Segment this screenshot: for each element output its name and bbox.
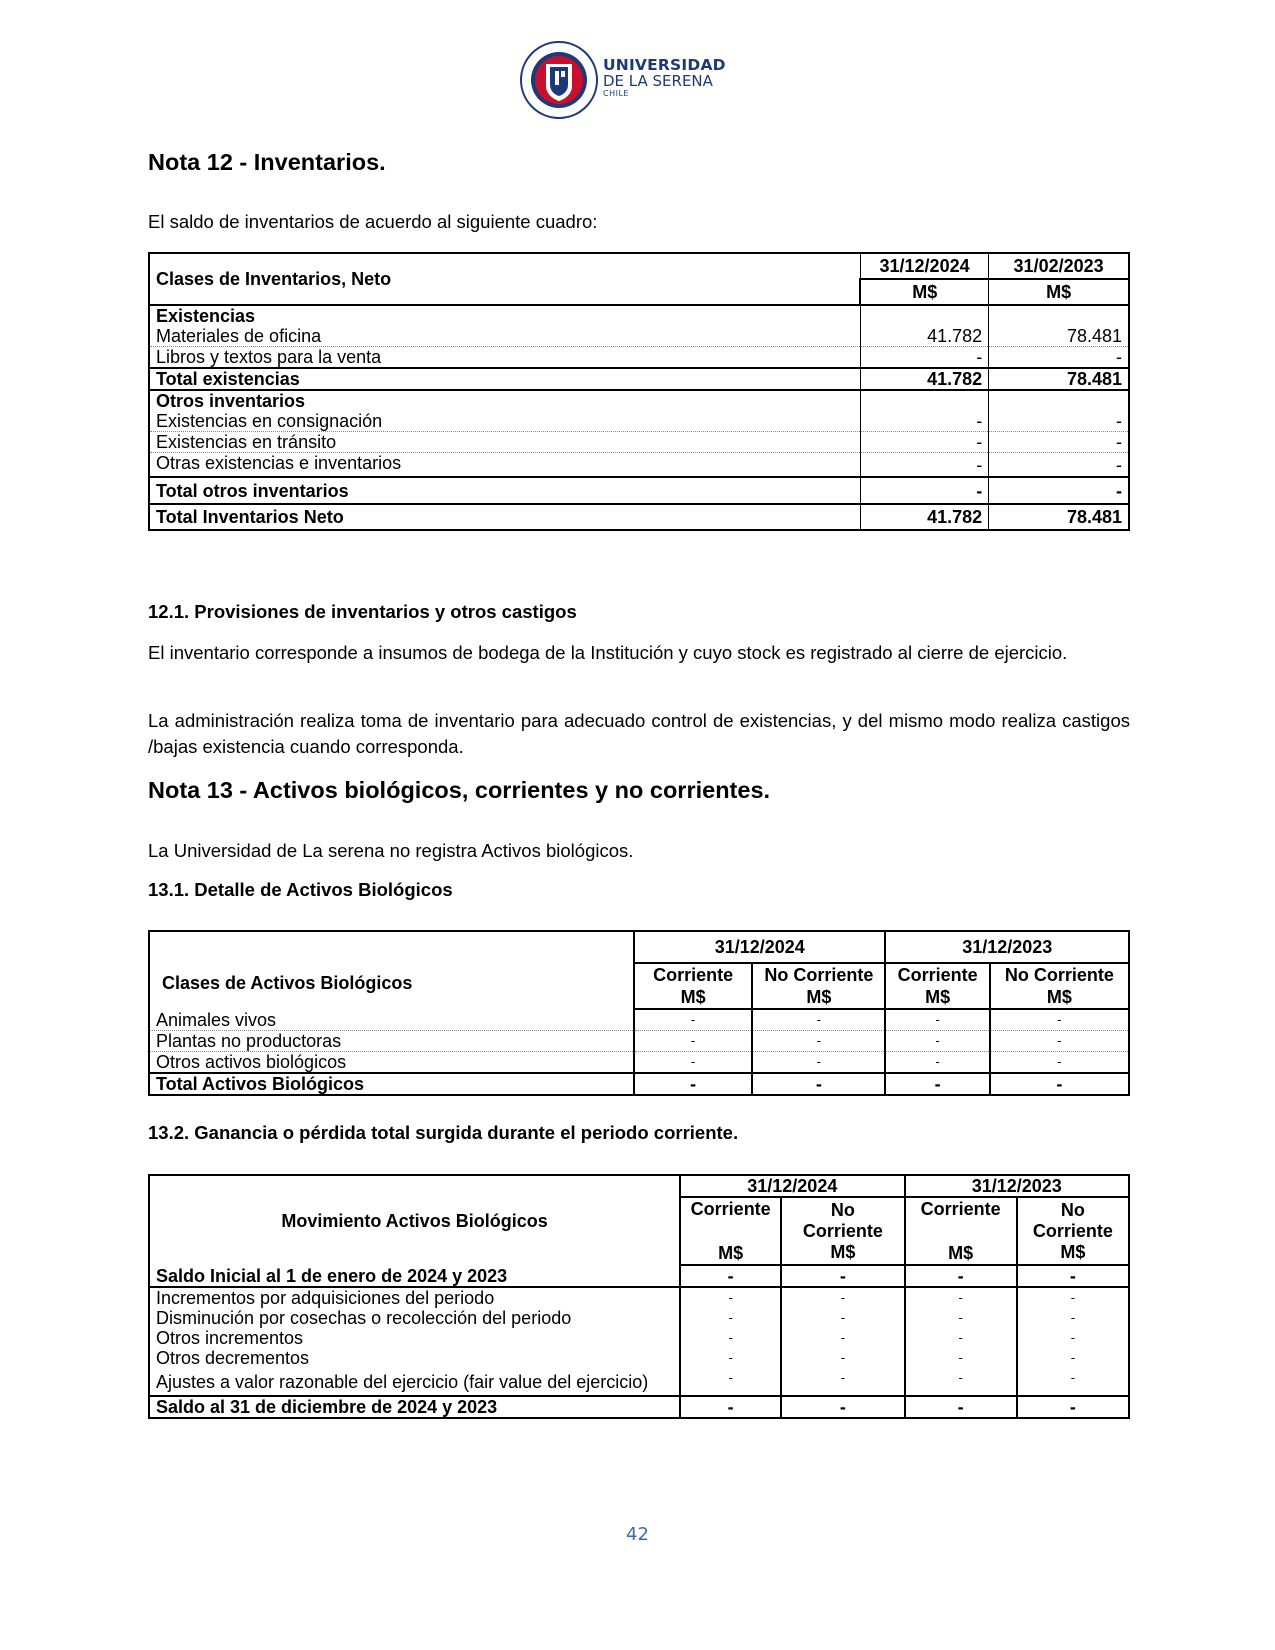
row-label: Total otros inventarios bbox=[149, 477, 860, 504]
row-label: Existencias en consignación bbox=[149, 411, 860, 432]
row-value: - bbox=[860, 432, 988, 453]
nota12-title: Nota 12 - Inventarios. bbox=[148, 149, 386, 175]
row-label: Incrementos por adquisiciones del periodo bbox=[149, 1287, 680, 1308]
table-row bbox=[149, 477, 1129, 504]
table-row bbox=[149, 432, 1129, 453]
row-value: - bbox=[905, 1348, 1017, 1368]
bio-col-nocorriente-2024: No Corriente M$ bbox=[752, 963, 885, 1009]
row-value: - bbox=[680, 1287, 781, 1308]
row-label: Ajustes a valor razonable del ejercicio (fair value del ejercicio) bbox=[149, 1368, 680, 1396]
row-value bbox=[860, 390, 988, 411]
row-value: 78.481 bbox=[989, 368, 1129, 390]
row-value: - bbox=[781, 1265, 904, 1287]
page-number: 42 bbox=[626, 1524, 649, 1545]
row-value: - bbox=[905, 1308, 1017, 1328]
row-value: - bbox=[885, 1052, 989, 1074]
row-value: - bbox=[634, 1052, 752, 1074]
row-value: - bbox=[860, 411, 988, 432]
table-row bbox=[149, 1052, 1129, 1074]
row-label: Existencias en tránsito bbox=[149, 432, 860, 453]
table-row bbox=[149, 305, 1129, 326]
logo-line1: UNIVERSIDAD bbox=[603, 56, 726, 74]
row-value: - bbox=[990, 1009, 1129, 1031]
table-row bbox=[149, 1031, 1129, 1052]
table-row bbox=[149, 411, 1129, 432]
bio-date2: 31/12/2023 bbox=[885, 931, 1129, 963]
row-value: - bbox=[990, 1031, 1129, 1052]
inventory-col1-date: 31/12/2024 bbox=[860, 253, 988, 279]
table-row bbox=[149, 1328, 1129, 1348]
row-value: - bbox=[680, 1348, 781, 1368]
table-row bbox=[149, 453, 1129, 478]
row-value: - bbox=[990, 1052, 1129, 1074]
row-label: Libros y textos para la venta bbox=[149, 347, 860, 369]
mov-date1: 31/12/2024 bbox=[680, 1175, 904, 1197]
row-value bbox=[989, 305, 1129, 326]
row-value: - bbox=[680, 1368, 781, 1396]
table-row bbox=[149, 1073, 1129, 1095]
row-label: Materiales de oficina bbox=[149, 326, 860, 347]
row-value: - bbox=[680, 1265, 781, 1287]
row-value: - bbox=[781, 1348, 904, 1368]
table-row bbox=[149, 1396, 1129, 1418]
nota12-intro: El saldo de inventarios de acuerdo al siguiente cuadro: bbox=[148, 211, 598, 232]
row-value: - bbox=[905, 1368, 1017, 1396]
inventory-col1-unit: M$ bbox=[860, 279, 988, 305]
row-value: 78.481 bbox=[989, 326, 1129, 347]
nota12-sub1-p1: El inventario corresponde a insumos de bodega de la Institución y cuyo stock es registrado al cierre de ejercicio. bbox=[148, 642, 1068, 663]
biological-movement-table bbox=[148, 1174, 1130, 1419]
row-label: Total Activos Biológicos bbox=[149, 1073, 634, 1095]
mov-header-label: Movimiento Activos Biológicos bbox=[149, 1175, 680, 1265]
bio-col-corriente-2024: Corriente M$ bbox=[634, 963, 752, 1009]
row-value bbox=[989, 390, 1129, 411]
bio-date1: 31/12/2024 bbox=[634, 931, 886, 963]
row-label: Otros decrementos bbox=[149, 1348, 680, 1368]
logo-line3: CHILE bbox=[603, 89, 629, 98]
row-value: - bbox=[1017, 1265, 1129, 1287]
row-value: - bbox=[860, 347, 988, 369]
inventory-table bbox=[148, 252, 1130, 531]
table-row bbox=[149, 1009, 1129, 1031]
row-label: Otras existencias e inventarios bbox=[149, 453, 860, 478]
nota13-intro: La Universidad de La serena no registra Activos biológicos. bbox=[148, 840, 634, 861]
table-row bbox=[149, 368, 1129, 390]
row-value: - bbox=[634, 1031, 752, 1052]
row-value: 41.782 bbox=[860, 368, 988, 390]
row-value: - bbox=[905, 1328, 1017, 1348]
row-label: Saldo al 31 de diciembre de 2024 y 2023 bbox=[149, 1396, 680, 1418]
row-label: Otros incrementos bbox=[149, 1328, 680, 1348]
university-logo bbox=[519, 40, 726, 120]
table-row bbox=[149, 1265, 1129, 1287]
table-row bbox=[149, 390, 1129, 411]
row-label: Animales vivos bbox=[149, 1009, 634, 1031]
row-value: - bbox=[781, 1368, 904, 1396]
row-label: Existencias bbox=[149, 305, 860, 326]
row-value: - bbox=[1017, 1328, 1129, 1348]
nota12-sub1-p2: La administración realiza toma de inventario para adecuado control de existencias, y del mismo modo realiza castigos /bajas existencia cuando corresponda. bbox=[148, 710, 1130, 757]
row-value: - bbox=[752, 1009, 885, 1031]
row-value bbox=[860, 305, 988, 326]
bio-col-corriente-2023: Corriente M$ bbox=[885, 963, 989, 1009]
row-label: Disminución por cosechas o recolección del periodo bbox=[149, 1308, 680, 1328]
row-value: - bbox=[680, 1308, 781, 1328]
row-value: - bbox=[781, 1287, 904, 1308]
row-value: - bbox=[1017, 1368, 1129, 1396]
row-value: 78.481 bbox=[989, 504, 1129, 530]
row-value: - bbox=[1017, 1348, 1129, 1368]
mov-col-corriente-2023: Corriente M$ bbox=[905, 1197, 1017, 1265]
mov-col-nocorriente-2023: No Corriente M$ bbox=[1017, 1197, 1129, 1265]
table-row bbox=[149, 347, 1129, 369]
row-label: Plantas no productoras bbox=[149, 1031, 634, 1052]
row-value: - bbox=[905, 1265, 1017, 1287]
row-value: - bbox=[860, 477, 988, 504]
table-row bbox=[149, 1308, 1129, 1328]
row-value: - bbox=[989, 411, 1129, 432]
row-value: - bbox=[680, 1328, 781, 1348]
mov-date2: 31/12/2023 bbox=[905, 1175, 1129, 1197]
row-value: - bbox=[990, 1073, 1129, 1095]
row-value: - bbox=[860, 453, 988, 478]
row-value: - bbox=[781, 1396, 904, 1418]
row-value: 41.782 bbox=[860, 326, 988, 347]
row-value: - bbox=[752, 1052, 885, 1074]
bio-col-nocorriente-2023: No Corriente M$ bbox=[990, 963, 1129, 1009]
row-value: - bbox=[905, 1396, 1017, 1418]
nota13-sub1-title: 13.1. Detalle de Activos Biológicos bbox=[148, 879, 453, 900]
inventory-header-label: Clases de Inventarios, Neto bbox=[149, 253, 860, 305]
table-row bbox=[149, 326, 1129, 347]
row-value: - bbox=[680, 1396, 781, 1418]
bio-header-label: Clases de Activos Biológicos bbox=[149, 931, 634, 1009]
row-value: - bbox=[634, 1009, 752, 1031]
mov-col-corriente-2024: Corriente M$ bbox=[680, 1197, 781, 1265]
biological-assets-table bbox=[148, 930, 1130, 1096]
row-value: - bbox=[989, 347, 1129, 369]
inventory-col2-unit: M$ bbox=[989, 279, 1129, 305]
row-value: 41.782 bbox=[860, 504, 988, 530]
nota13-title: Nota 13 - Activos biológicos, corrientes y no corrientes. bbox=[148, 777, 771, 803]
row-value: - bbox=[989, 453, 1129, 478]
row-value: - bbox=[634, 1073, 752, 1095]
row-label: Saldo Inicial al 1 de enero de 2024 y 2023 bbox=[149, 1265, 680, 1287]
mov-col-nocorriente-2024: No Corriente M$ bbox=[781, 1197, 904, 1265]
row-value: - bbox=[885, 1073, 989, 1095]
inventory-col2-date: 31/02/2023 bbox=[989, 253, 1129, 279]
row-value: - bbox=[1017, 1287, 1129, 1308]
row-label: Total existencias bbox=[149, 368, 860, 390]
row-value: - bbox=[752, 1073, 885, 1095]
table-row bbox=[149, 504, 1129, 530]
table-row bbox=[149, 1368, 1129, 1396]
nota13-sub2-title: 13.2. Ganancia o pérdida total surgida durante el periodo corriente. bbox=[148, 1122, 739, 1143]
table-row bbox=[149, 1287, 1129, 1308]
row-value: - bbox=[885, 1031, 989, 1052]
row-value: - bbox=[781, 1328, 904, 1348]
row-value: - bbox=[885, 1009, 989, 1031]
row-label: Otros activos biológicos bbox=[149, 1052, 634, 1074]
logo-line2: DE LA SERENA bbox=[603, 72, 713, 90]
row-value: - bbox=[781, 1308, 904, 1328]
row-label: Total Inventarios Neto bbox=[149, 504, 860, 530]
table-row bbox=[149, 1348, 1129, 1368]
row-value: - bbox=[1017, 1396, 1129, 1418]
row-value: - bbox=[752, 1031, 885, 1052]
university-seal-icon bbox=[519, 40, 599, 120]
row-value: - bbox=[1017, 1308, 1129, 1328]
row-value: - bbox=[989, 432, 1129, 453]
row-value: - bbox=[989, 477, 1129, 504]
nota12-sub1-title: 12.1. Provisiones de inventarios y otros castigos bbox=[148, 601, 577, 622]
row-label: Otros inventarios bbox=[149, 390, 860, 411]
row-value: - bbox=[905, 1287, 1017, 1308]
